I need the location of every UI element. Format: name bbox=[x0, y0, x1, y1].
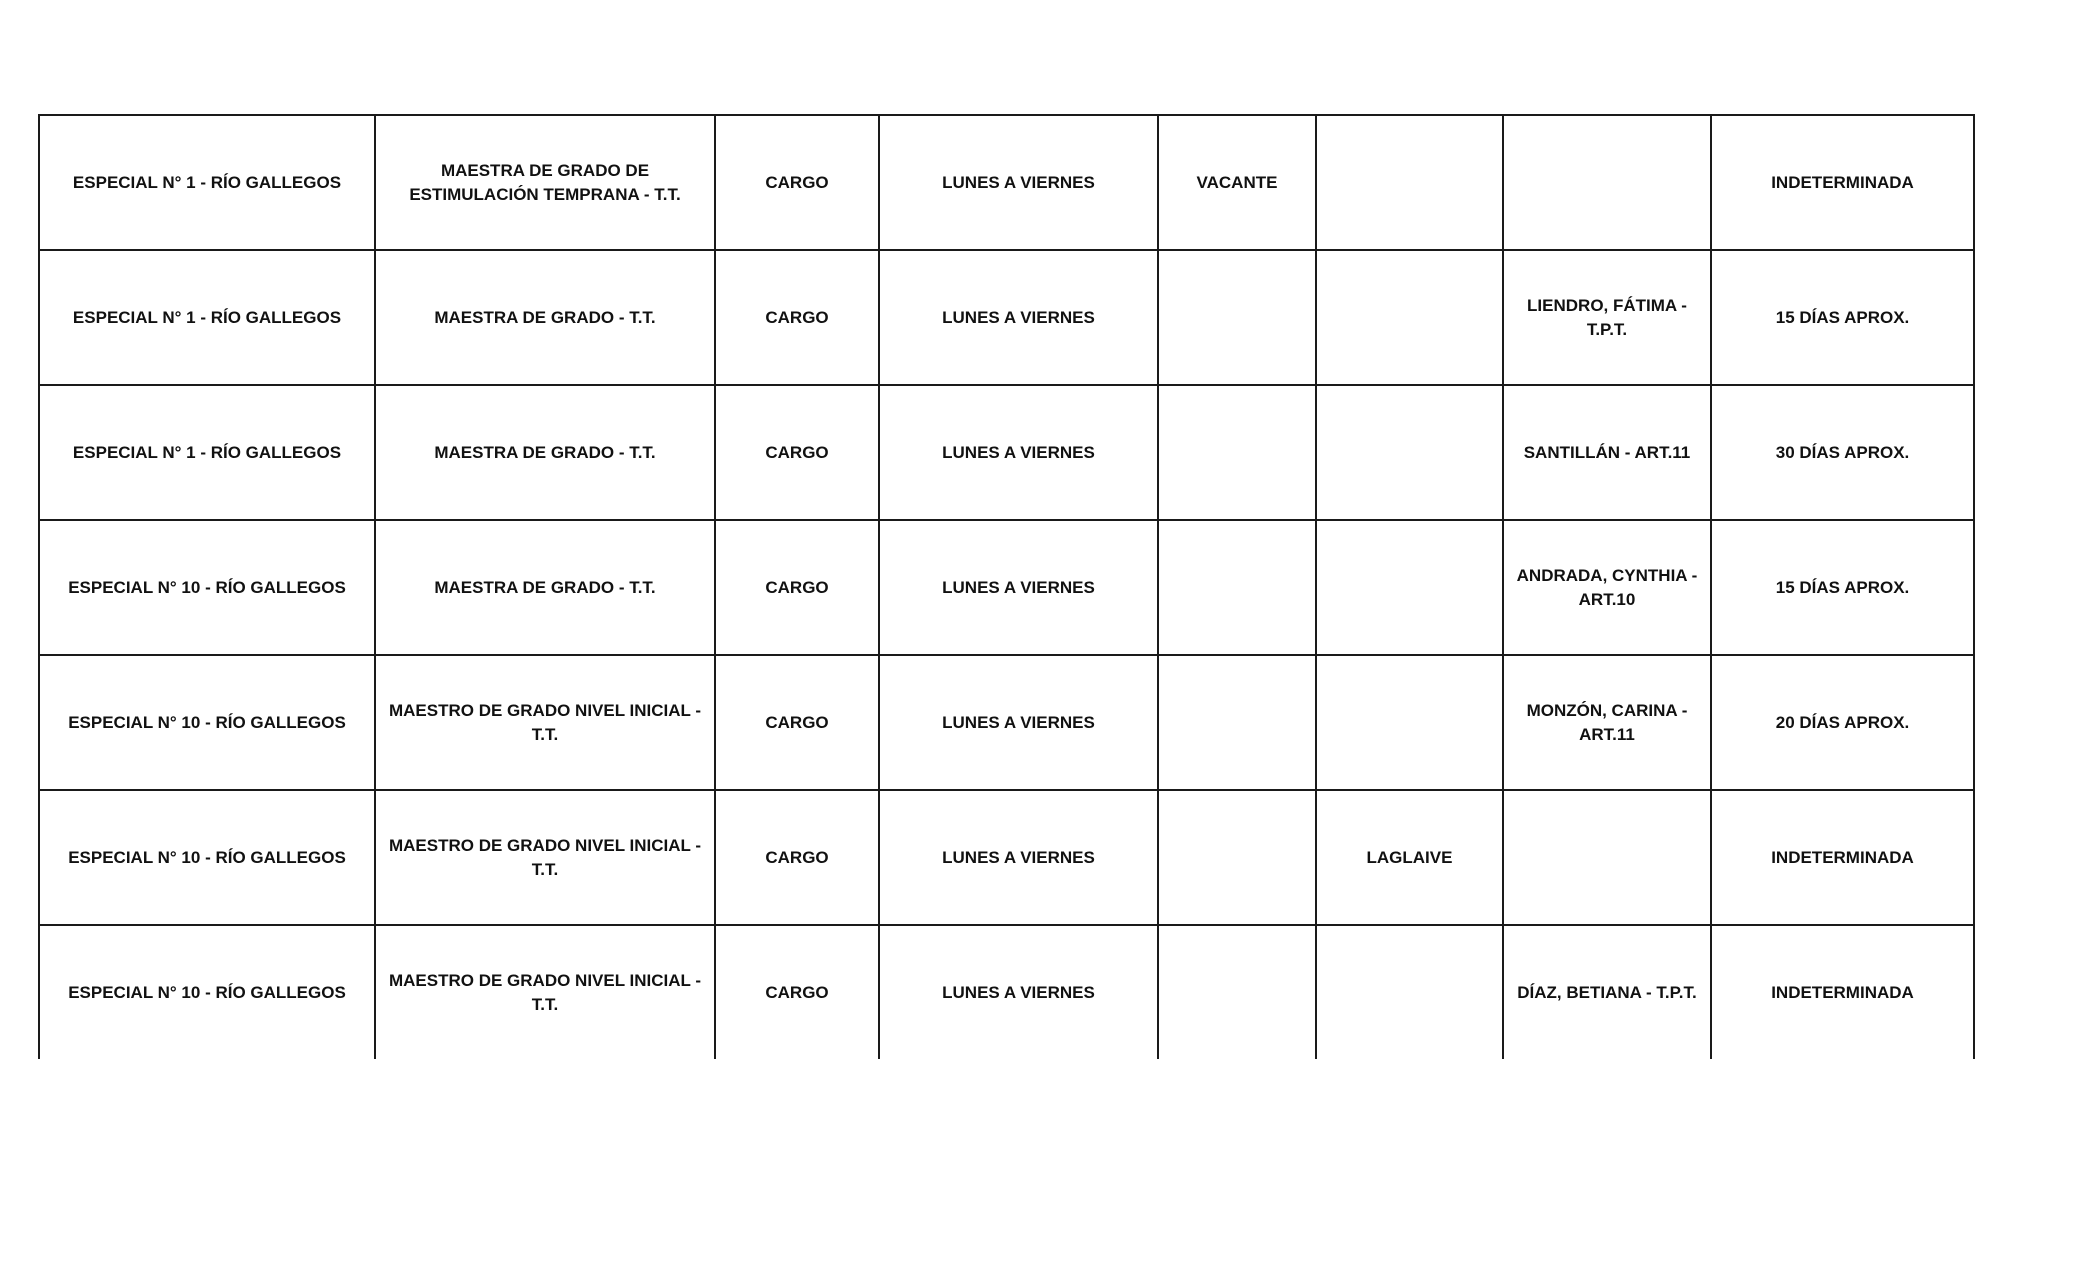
replacement-cell: LIENDRO, FÁTIMA - T.P.T. bbox=[1503, 250, 1711, 385]
table-body bbox=[39, 115, 1974, 1059]
type-cell: CARGO bbox=[715, 115, 879, 250]
duration-cell: INDETERMINADA bbox=[1711, 925, 1974, 1059]
school-cell: ESPECIAL N° 1 - RÍO GALLEGOS bbox=[39, 115, 375, 250]
school-cell: ESPECIAL N° 10 - RÍO GALLEGOS bbox=[39, 925, 375, 1059]
type-cell: CARGO bbox=[715, 790, 879, 925]
replacement-cell: ANDRADA, CYNTHIA - ART.10 bbox=[1503, 520, 1711, 655]
holder-cell: LAGLAIVE bbox=[1316, 790, 1503, 925]
position-cell: MAESTRA DE GRADO - T.T. bbox=[375, 250, 715, 385]
type-cell: CARGO bbox=[715, 655, 879, 790]
schedule-cell: LUNES A VIERNES bbox=[879, 250, 1158, 385]
type-cell: CARGO bbox=[715, 925, 879, 1059]
status-cell bbox=[1158, 925, 1316, 1059]
status-cell bbox=[1158, 520, 1316, 655]
schedule-cell: LUNES A VIERNES bbox=[879, 520, 1158, 655]
school-cell: ESPECIAL N° 10 - RÍO GALLEGOS bbox=[39, 790, 375, 925]
school-cell: ESPECIAL N° 10 - RÍO GALLEGOS bbox=[39, 520, 375, 655]
status-cell bbox=[1158, 385, 1316, 520]
duration-cell: 15 DÍAS APROX. bbox=[1711, 250, 1974, 385]
schedule-cell: LUNES A VIERNES bbox=[879, 655, 1158, 790]
table-row bbox=[39, 925, 1974, 1059]
school-cell: ESPECIAL N° 10 - RÍO GALLEGOS bbox=[39, 655, 375, 790]
holder-cell bbox=[1316, 115, 1503, 250]
duration-cell: 30 DÍAS APROX. bbox=[1711, 385, 1974, 520]
status-cell: VACANTE bbox=[1158, 115, 1316, 250]
position-cell: MAESTRA DE GRADO - T.T. bbox=[375, 385, 715, 520]
schedule-cell: LUNES A VIERNES bbox=[879, 925, 1158, 1059]
replacement-cell bbox=[1503, 790, 1711, 925]
school-cell: ESPECIAL N° 1 - RÍO GALLEGOS bbox=[39, 250, 375, 385]
position-cell: MAESTRO DE GRADO NIVEL INICIAL - T.T. bbox=[375, 925, 715, 1059]
position-cell: MAESTRA DE GRADO - T.T. bbox=[375, 520, 715, 655]
position-cell: MAESTRO DE GRADO NIVEL INICIAL - T.T. bbox=[375, 655, 715, 790]
school-cell: ESPECIAL N° 1 - RÍO GALLEGOS bbox=[39, 385, 375, 520]
type-cell: CARGO bbox=[715, 385, 879, 520]
table-row bbox=[39, 790, 1974, 925]
position-cell: MAESTRO DE GRADO NIVEL INICIAL - T.T. bbox=[375, 790, 715, 925]
replacement-cell bbox=[1503, 115, 1711, 250]
replacement-cell: DÍAZ, BETIANA - T.P.T. bbox=[1503, 925, 1711, 1059]
replacement-cell: MONZÓN, CARINA - ART.11 bbox=[1503, 655, 1711, 790]
position-cell: MAESTRA DE GRADO DE ESTIMULACIÓN TEMPRANA - T.T. bbox=[375, 115, 715, 250]
holder-cell bbox=[1316, 925, 1503, 1059]
holder-cell bbox=[1316, 250, 1503, 385]
table-row bbox=[39, 520, 1974, 655]
vacancies-table bbox=[38, 114, 1975, 1059]
schedule-cell: LUNES A VIERNES bbox=[879, 790, 1158, 925]
table-row bbox=[39, 250, 1974, 385]
table-row bbox=[39, 115, 1974, 250]
holder-cell bbox=[1316, 520, 1503, 655]
duration-cell: INDETERMINADA bbox=[1711, 115, 1974, 250]
status-cell bbox=[1158, 655, 1316, 790]
replacement-cell: SANTILLÁN - ART.11 bbox=[1503, 385, 1711, 520]
schedule-cell: LUNES A VIERNES bbox=[879, 385, 1158, 520]
holder-cell bbox=[1316, 385, 1503, 520]
table-row bbox=[39, 655, 1974, 790]
duration-cell: 15 DÍAS APROX. bbox=[1711, 520, 1974, 655]
schedule-cell: LUNES A VIERNES bbox=[879, 115, 1158, 250]
type-cell: CARGO bbox=[715, 520, 879, 655]
status-cell bbox=[1158, 250, 1316, 385]
holder-cell bbox=[1316, 655, 1503, 790]
table-row bbox=[39, 385, 1974, 520]
status-cell bbox=[1158, 790, 1316, 925]
duration-cell: 20 DÍAS APROX. bbox=[1711, 655, 1974, 790]
type-cell: CARGO bbox=[715, 250, 879, 385]
duration-cell: INDETERMINADA bbox=[1711, 790, 1974, 925]
